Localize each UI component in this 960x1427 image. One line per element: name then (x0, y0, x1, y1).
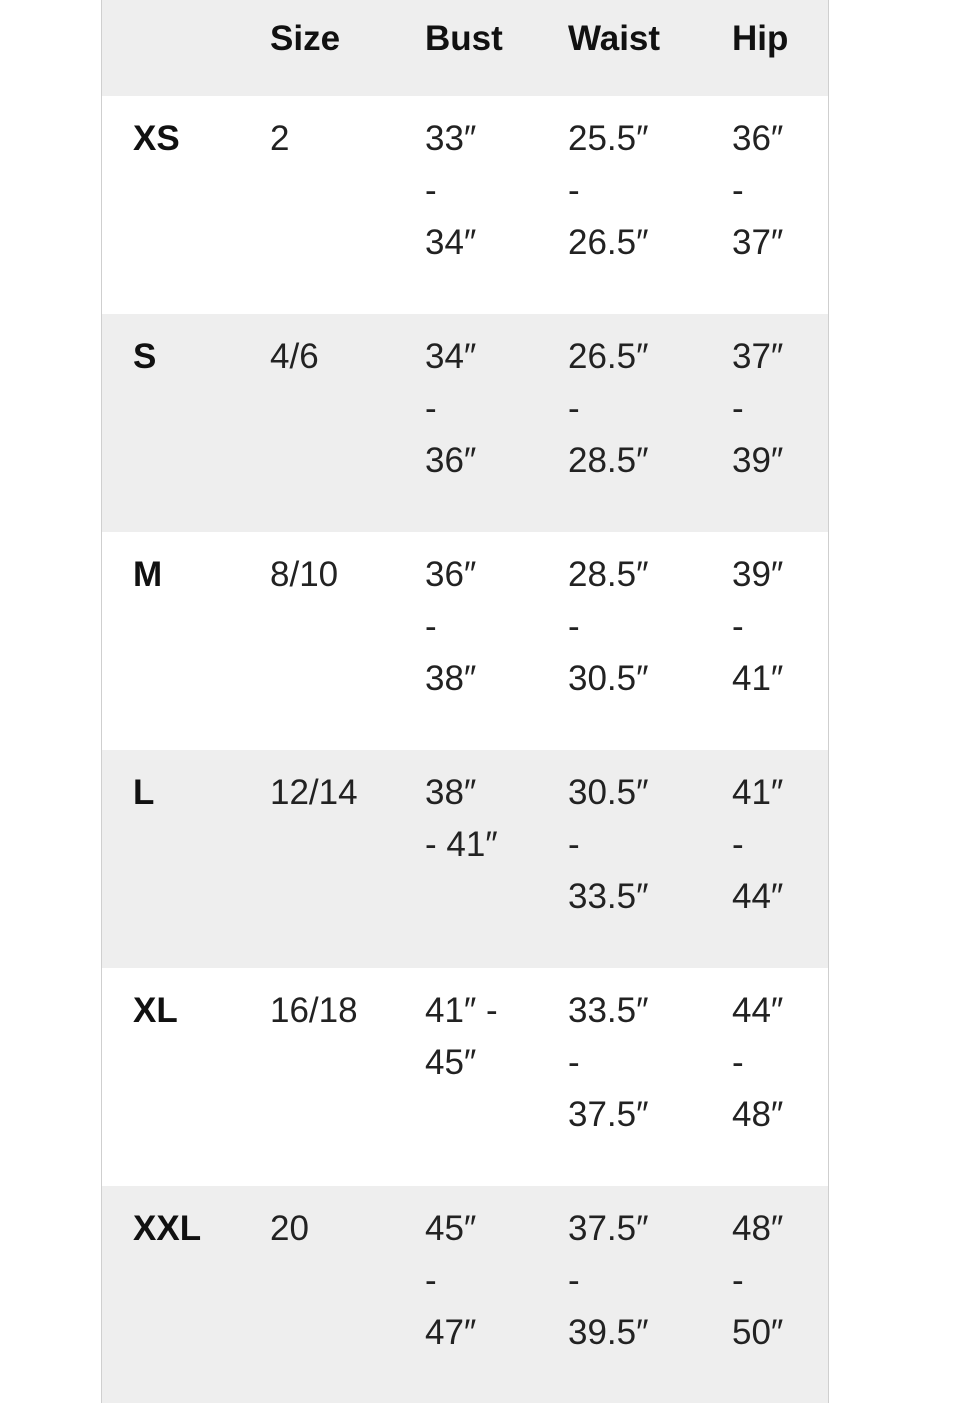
table-row (102, 314, 828, 532)
table-row (102, 96, 828, 314)
size-label: L (133, 773, 155, 812)
hip-range: 39″ - 41″ (732, 555, 784, 698)
size-label: M (133, 555, 163, 594)
hip-range: 48″ - 50″ (732, 1209, 784, 1352)
hip-range: 44″ - 48″ (732, 991, 784, 1134)
bust-range: 45″ - 47″ (425, 1209, 477, 1352)
waist-range: 25.5″ - 26.5″ (568, 119, 649, 262)
hip-range: 37″ - 39″ (732, 337, 784, 480)
waist-range: 30.5″ - 33.5″ (568, 773, 649, 916)
waist-range: 33.5″ - 37.5″ (568, 991, 649, 1134)
table-row (102, 532, 828, 750)
bust-range: 36″ - 38″ (425, 555, 477, 698)
table-row (102, 968, 828, 1186)
numeric-size: 2 (270, 119, 290, 158)
numeric-size: 20 (270, 1209, 309, 1248)
hip-range: 41″ - 44″ (732, 773, 784, 916)
size-label: S (133, 337, 157, 376)
numeric-size: 8/10 (270, 555, 339, 594)
table-row (102, 1186, 828, 1403)
numeric-size: 4/6 (270, 337, 319, 376)
bust-range: 41″ - 45″ (425, 991, 498, 1082)
table-row (102, 750, 828, 968)
size-label: XXL (133, 1209, 202, 1248)
header-hip: Hip (732, 19, 789, 58)
waist-range: 28.5″ - 30.5″ (568, 555, 649, 698)
hip-range: 36″ - 37″ (732, 119, 784, 262)
bust-range: 38″ - 41″ (425, 773, 498, 864)
size-chart-table (101, 0, 829, 1403)
table-header-row (102, 0, 828, 96)
numeric-size: 16/18 (270, 991, 358, 1030)
waist-range: 37.5″ - 39.5″ (568, 1209, 649, 1352)
header-bust: Bust (425, 19, 503, 58)
size-label: XS (133, 119, 180, 158)
header-size: Size (270, 19, 341, 58)
size-label: XL (133, 991, 178, 1030)
waist-range: 26.5″ - 28.5″ (568, 337, 649, 480)
bust-range: 33″ - 34″ (425, 119, 477, 262)
header-waist: Waist (568, 19, 661, 58)
numeric-size: 12/14 (270, 773, 358, 812)
bust-range: 34″ - 36″ (425, 337, 477, 480)
